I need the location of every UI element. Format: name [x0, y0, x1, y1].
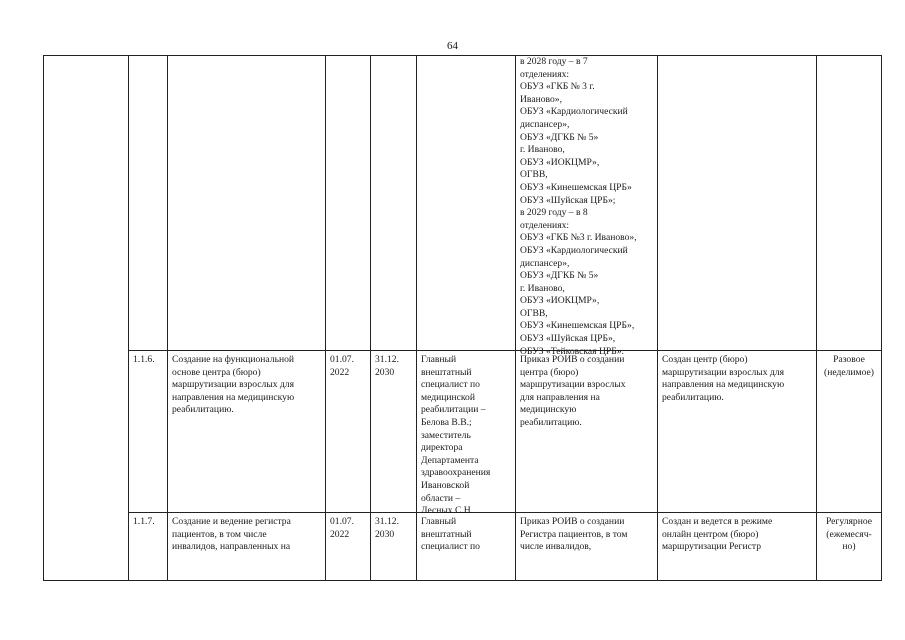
column-divider — [657, 55, 658, 581]
column-divider — [167, 55, 168, 581]
row-end-date: 31.12. 2030 — [375, 516, 399, 540]
row-start-date: 01.07. 2022 — [330, 354, 354, 378]
row-number: 1.1.7. — [133, 516, 155, 527]
row-name: Создание и ведение регистра пациентов, в том числе инвалидов, направленных на — [172, 516, 291, 553]
column-divider — [816, 55, 817, 581]
row-responsible: Главный внештатный специалист по — [421, 516, 480, 553]
column-divider — [370, 55, 371, 581]
row-result: Создан центр (бюро) маршрутизации взрослых для направления на медицинскую реабилитацию. — [662, 354, 785, 403]
row-type: Регулярное (ежемесяч- но) — [825, 516, 873, 553]
row-responsible: Главный внештатный специалист по медицинской реабилитации – Белова В.В.; заместитель директора Департамента здравоохранения Ивановской области – Лесных С.Н. — [421, 354, 491, 517]
column-divider — [515, 55, 516, 581]
row-start-date: 01.07. 2022 — [330, 516, 354, 540]
column-divider — [325, 55, 326, 581]
table-top-border — [43, 55, 882, 56]
row-type: Разовое (неделимое) — [824, 354, 874, 378]
row-document: Приказ РОИВ о создании Регистра пациентов, в том числе инвалидов, — [520, 516, 628, 553]
row-divider — [128, 350, 882, 351]
table-bottom-border — [43, 580, 882, 581]
column-divider — [881, 55, 882, 581]
column-divider — [128, 55, 129, 581]
row-name: Создание на функциональной основе центра (бюро) маршрутизации взрослых для направления на медицинскую реабилитацию. — [172, 354, 295, 416]
row-number: 1.1.6. — [133, 354, 155, 365]
row-result: Создан и ведется в режиме онлайн центром (бюро) маршрутизации Регистр — [662, 516, 773, 553]
page-number: 64 — [447, 40, 458, 52]
column-divider — [43, 55, 44, 581]
column-divider — [416, 55, 417, 581]
row-document: Приказ РОИВ о создании центра (бюро) маршрутизации взрослых для направления на медицинскую реабилитацию. — [520, 354, 626, 428]
continuation-cell: в 2028 году – в 7 отделениях: ОБУЗ «ГКБ № 3 г. Иваново», ОБУЗ «Кардиологический диспансер», ОБУЗ «ДГКБ № 5» г. Иваново, ОБУЗ «ИОКЦМР», ОГВВ, ОБУЗ «Кинешемская ЦРБ» ОБУЗ «Шуйская ЦРБ»; в 2029 году – в 8 отделениях: ОБУЗ «ГКБ №3 г. Иваново», ОБУЗ «Кардиологический диспансер», ОБУЗ «ДГКБ № 5» г. Иваново, ОБУЗ «ИОКЦМР», ОГВВ, ОБУЗ «Кинешемская ЦРБ», ОБУЗ «Шуйская ЦРБ», ОБУЗ «Тейковская ЦРБ». — [520, 56, 637, 357]
row-end-date: 31.12. 2030 — [375, 354, 399, 378]
